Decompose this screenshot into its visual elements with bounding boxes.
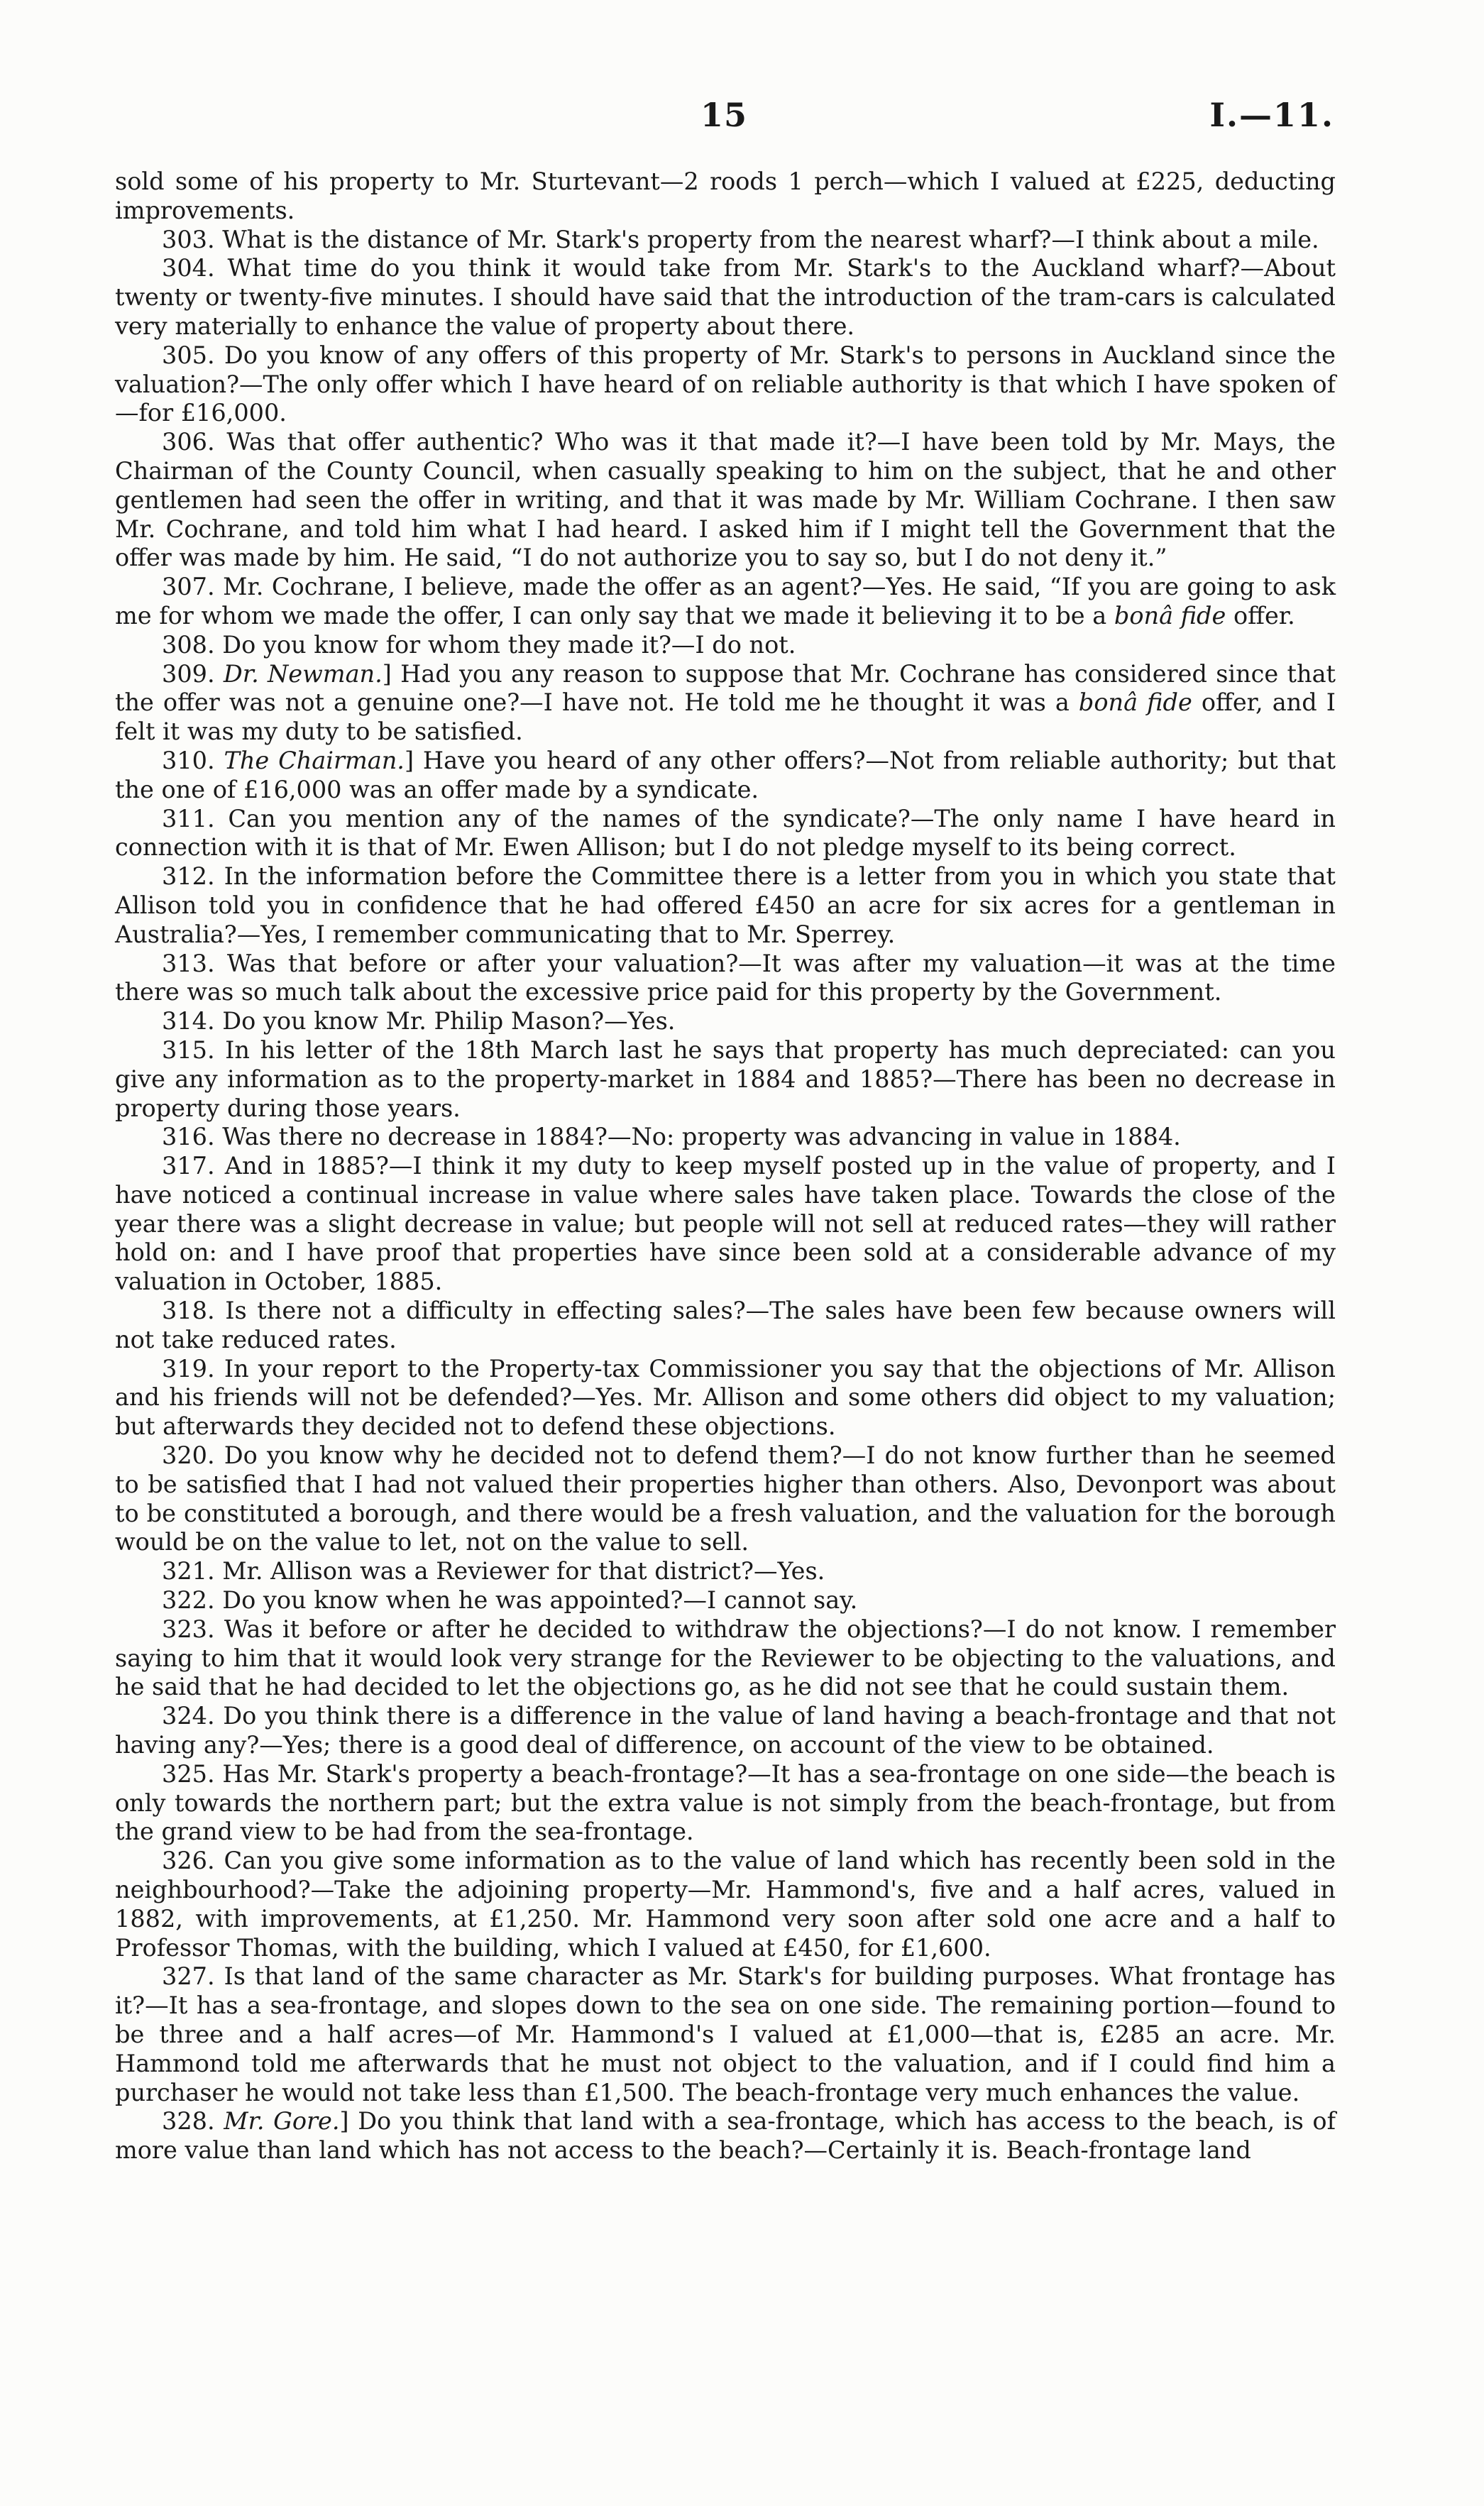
question-321: 321. Mr. Allison was a Reviewer for that district?—Yes. <box>162 1557 825 1586</box>
question-309: 309. Dr. Newman.] Had you any reason to suppose that Mr. Cochrane has considered since that the offer was not a genuine one?—I have not. He told me he thought it was a bonâ fide offer, and I felt it was my duty to be satisfied. <box>115 659 1336 746</box>
evidence-text <box>115 167 1336 2165</box>
question-317: 317. And in 1885?—I think it my duty to keep myself posted up in the value of property, and I have noticed a continual increase in value where sales have taken place. Towards the close of the year there was a slight decrease in value; but people will not sell at reduced rates—they will rather hold on: and I have proof that properties have since been sold at a considerable advance of my valuation in October, 1885. <box>115 1152 1336 1296</box>
document-reference: I.—11. <box>1209 96 1334 134</box>
speaker-name: Dr. Newman. <box>223 659 383 688</box>
question-303: 303. What is the distance of Mr. Stark's property from the nearest wharf?—I think about a mile. <box>162 225 1319 253</box>
question-313: 313. Was that before or after your valuation?—It was after my valuation—it was at the time there was so much talk about the excessive price paid for this property by the Government. <box>115 949 1336 1006</box>
question-305: 305. Do you know of any offers of this property of Mr. Stark's to persons in Auckland since the valuation?—The only offer which I have heard of on reliable authority is that which I have spoken of—for £16,000. <box>115 341 1336 427</box>
question-316: 316. Was there no decrease in 1884?—No: property was advancing in value in 1884. <box>162 1123 1181 1151</box>
question-322: 322. Do you know when he was appointed?—I cannot say. <box>162 1586 858 1615</box>
question-307: 307. Mr. Cochrane, I believe, made the offer as an agent?—Yes. He said, “If you are going to ask me for whom we made the offer, I can only say that we made it believing it to be a bonâ fide offer. <box>115 573 1336 630</box>
speaker-name: Mr. Gore. <box>224 2107 340 2136</box>
question-306: 306. Was that offer authentic? Who was it that made it?—I have been told by Mr. Mays, the Chairman of the County Council, when casually speaking to him on the subject, that he and other gentlemen had seen the offer in writing, and that it was made by Mr. William Cochrane. I then saw Mr. Cochrane, and told him what I had heard. I asked him if I might tell the Government that the offer was made by him. He said, “I do not authorize you to say so, but I do not deny it.” <box>115 428 1336 572</box>
question-311: 311. Can you mention any of the names of the syndicate?—The only name I have heard in connection with it is that of Mr. Ewen Allison; but I do not pledge myself to its being correct. <box>115 804 1336 862</box>
question-315: 315. In his letter of the 18th March last he says that property has much depreciated: can you give any information as to the property-market in 1884 and 1885?—There has been no decrease in property during those years. <box>115 1035 1336 1122</box>
question-310: 310. The Chairman.] Have you heard of any other offers?—Not from reliable authority; but that the one of £16,000 was an offer made by a syndicate. <box>115 746 1336 803</box>
question-308: 308. Do you know for whom they made it?—I do not. <box>162 630 796 659</box>
question-324: 324. Do you think there is a difference in the value of land having a beach-frontage and that not having any?—Yes; there is a good deal of difference, on account of the view to be obtained. <box>115 1702 1336 1759</box>
question-323: 323. Was it before or after he decided to withdraw the objections?—I do not know. I remember saying to him that it would look very strange for the Reviewer to be objecting to the valuations, and he said that he had decided to let the objections go, as he did not see that he could sustain them. <box>115 1615 1336 1701</box>
question-312: 312. In the information before the Committee there is a letter from you in which you state that Allison told you in confidence that he had offered £450 an acre for six acres for a gentleman in Australia?—Yes, I remember communicating that to Mr. Sperrey. <box>115 862 1336 948</box>
question-325: 325. Has Mr. Stark's property a beach-frontage?—It has a sea-frontage on one side—the beach is only towards the northern part; but the extra value is not simply from the beach-frontage, but from the grand view to be had from the sea-frontage. <box>115 1759 1336 1846</box>
page-header <box>114 96 1334 145</box>
page-number: 15 <box>700 96 747 134</box>
question-318: 318. Is there not a difficulty in effecting sales?—The sales have been few because owners will not take reduced rates. <box>115 1297 1336 1353</box>
question-304: 304. What time do you think it would take from Mr. Stark's to the Auckland wharf?—About twenty or twenty-five minutes. I should have said that the introduction of the tram-cars is calculated very materially to enhance the value of property about there. <box>115 254 1336 340</box>
question-320: 320. Do you know why he decided not to defend them?—I do not know further than he seemed to be satisfied that I had not valued their properties higher than others. Also, Devonport was about to be constituted a borough, and there would be a fresh valuation, and the valuation for the borough would be on the value to let, not on the value to sell. <box>115 1441 1336 1556</box>
question-328: 328. Mr. Gore.] Do you think that land with a sea-frontage, which has access to the beach, is of more value than land which has not access to the beach?—Certainly it is. Beach-frontage land <box>115 2107 1336 2165</box>
question-314: 314. Do you know Mr. Philip Mason?—Yes. <box>162 1007 676 1035</box>
question-326: 326. Can you give some information as to the value of land which has recently been sold in the neighbourhood?—Take the adjoining property—Mr. Hammond's, five and a half acres, valued in 1882, with improvements, at £1,250. Mr. Hammond very soon after sold one acre and a half to Professor Thomas, with the building, which I valued at £450, for £1,600. <box>115 1847 1336 1962</box>
paragraph-continuation: sold some of his property to Mr. Sturtevant—2 roods 1 perch—which I valued at £225, deducting improvements. <box>115 167 1336 224</box>
question-327: 327. Is that land of the same character as Mr. Stark's for building purposes. What frontage has it?—It has a sea-frontage, and slopes down to the sea on one side. The remaining portion—found to be three and a half acres—of Mr. Hammond's I valued at £1,000—that is, £285 an acre. Mr. Hammond told me afterwards that he must not object to the valuation, and if I could find him a purchaser he would not take less than £1,500. The beach-frontage very much enhances the value. <box>115 1962 1336 2106</box>
speaker-name: The Chairman. <box>224 746 405 774</box>
question-319: 319. In your report to the Property-tax Commissioner you say that the objections of Mr. Allison and his friends will not be defended?—Yes. Mr. Allison and some others did object to my valuation; but afterwards they decided not to defend these objections. <box>115 1354 1336 1441</box>
